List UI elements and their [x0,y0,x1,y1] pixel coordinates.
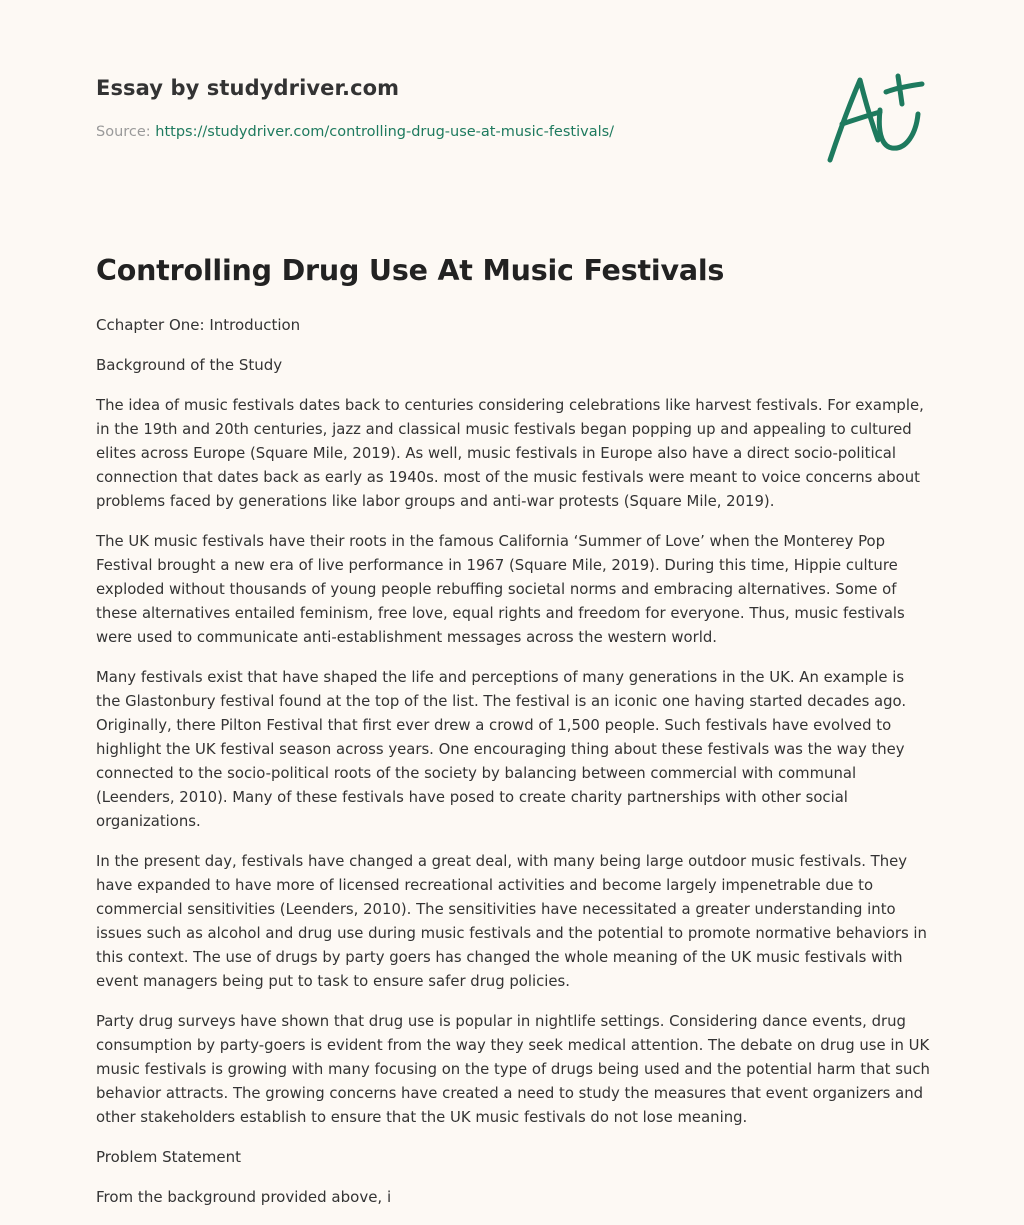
paragraph-2: The UK music festivals have their roots in the famous California ‘Summer of Love’ when the Monterey Pop Festival brought a new era of live performance in 1967 (Square Mile, 2019). During this time, Hippie culture exploded without thousands of young people rebuffing societal norms and embracing alternatives. Some of these alternatives entailed feminism, free love, equal rights and freedom for everyone. Thus, music festivals were used to communicate anti-establishment messages across the western world. [96,532,905,646]
brand-title: Essay by studydriver.com [96,76,400,100]
chapter-heading: Cchapter One: Introduction [96,316,301,334]
essay-body [96,313,930,1225]
paragraph-3: Many festivals exist that have shaped the life and perceptions of many generations in the UK. An example is the Glastonbury festival found at the top of the list. The festival is an iconic one having started decades ago. Originally, there Pilton Festival that first ever drew a crowd of 1,500 people. Such festivals have evolved to highlight the UK festival season across years. One encouraging thing about these festivals was the way they connected to the socio-political roots of the society by balancing between commercial with communal (Leenders, 2010). Many of these festivals have posed to create charity partnerships with other social organizations. [96,668,907,830]
a-plus-logo-graphic [824,66,926,166]
source-line [96,124,614,140]
paragraph-4: In the present day, festivals have changed a great deal, with many being large outdoor music festivals. They have expanded to have more of licensed recreational activities and become largely impenetrable due to commercial sensitivities (Leenders, 2010). The sensitivities have necessitated a greater understanding into issues such as alcohol and drug use during music festivals and the potential to promote normative behaviors in this context. The use of drugs by party goers has changed the whole meaning of the UK music festivals with event managers being put to task to ensure safer drug policies. [96,852,927,990]
a-plus-logo-icon [824,66,926,166]
paragraph-5: Party drug surveys have shown that drug use is popular in nightlife settings. Considering dance events, drug consumption by party-goers is evident from the way they seek medical attention. The debate on drug use in UK music festivals is growing with many focusing on the type of drugs being used and the potential harm that such behavior attracts. The growing concerns have created a need to study the measures that event organizers and other stakeholders establish to ensure that the UK music festivals do not lose meaning. [96,1012,930,1126]
source-link[interactable]: https://studydriver.com/controlling-drug-use-at-music-festivals/ [155,124,615,140]
essay-title: Controlling Drug Use At Music Festivals [96,254,725,287]
paragraph-fragment: From the background provided above, i [96,1188,392,1206]
section-heading-background: Background of the Study [96,356,283,374]
paragraph-1: The idea of music festivals dates back to centuries considering celebrations like harvest festivals. For example, in the 19th and 20th centuries, jazz and classical music festivals began popping up and appealing to cultured elites across Europe (Square Mile, 2019). As well, music festivals in Europe also have a direct socio-political connection that dates back as early as 1940s. most of the music festivals were meant to voice concerns about problems faced by generations like labor groups and anti-war protests (Square Mile, 2019). [96,396,924,510]
section-heading-problem: Problem Statement [96,1148,242,1166]
source-label: Source: [96,124,151,140]
